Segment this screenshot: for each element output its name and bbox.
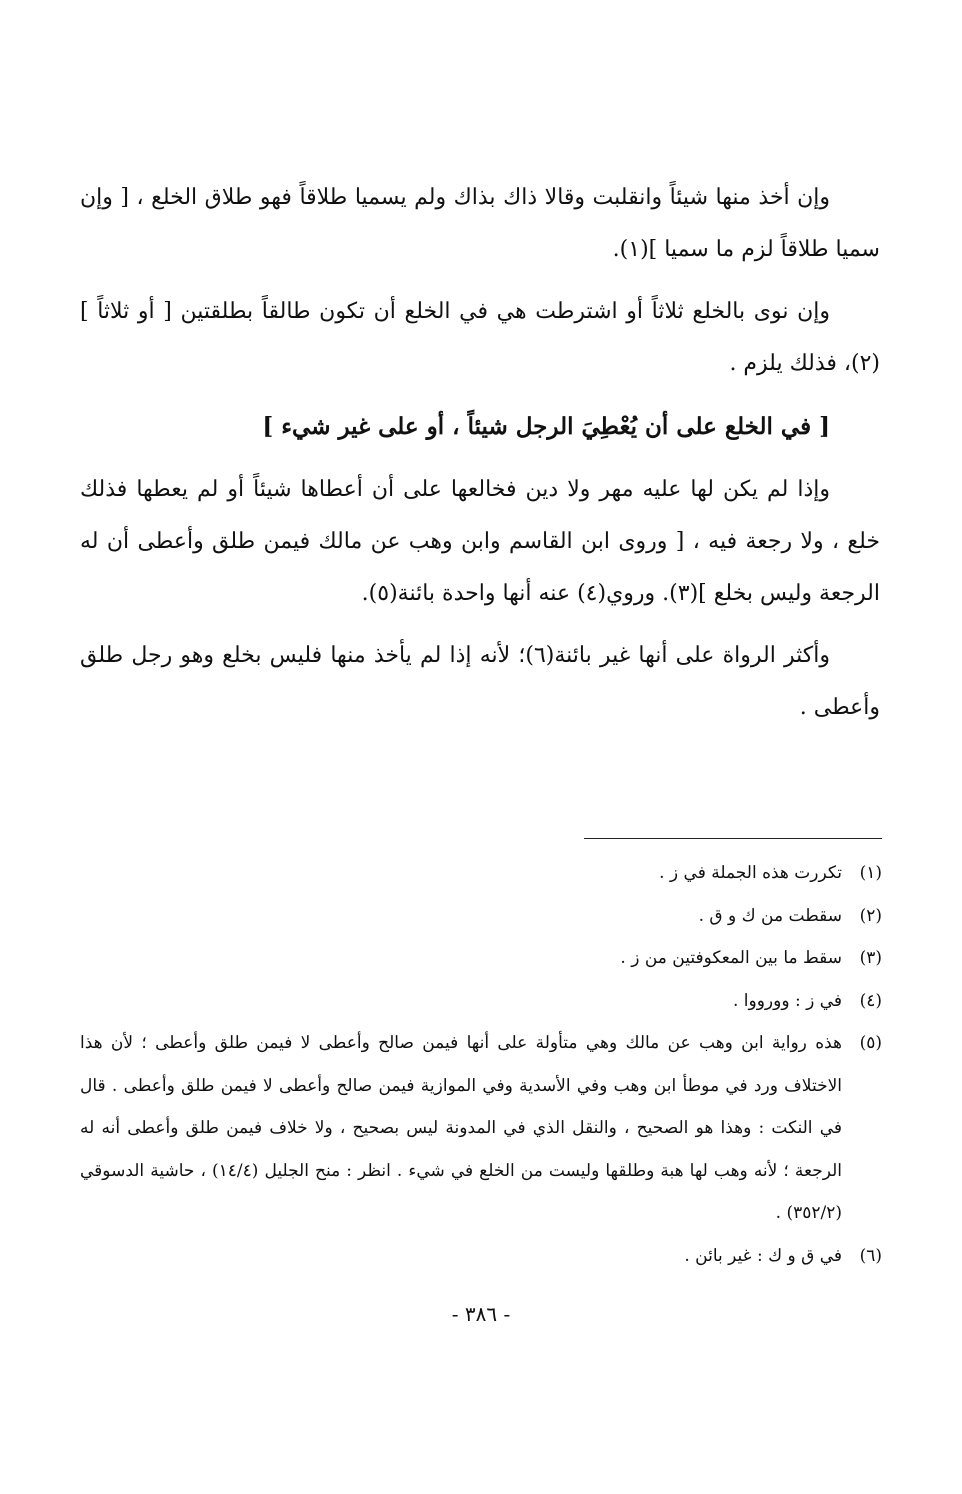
paragraph-4: وأكثر الرواة على أنها غير بائنة(٦)؛ لأنه إذا لم يأخذ منها فليس بخلع وهو رجل طلق وأعطى . bbox=[80, 643, 880, 720]
footnote-2 bbox=[80, 895, 882, 938]
main-text bbox=[80, 172, 880, 744]
footnote-number: (٢) bbox=[859, 905, 882, 926]
paragraph-3: وإذا لم يكن لها عليه مهر ولا دين فخالعها على أن أعطاها شيئاً أو لم يعطها فذلك خلع ، ولا رجعة فيه ، [ وروى ابن القاسم وابن وهب عن مالك فيمن طلق وأعطى أن له الرجعة وليس بخلع ](٣). وروي(٤) عنه أنها واحدة بائنة(٥). bbox=[80, 477, 880, 606]
footnote-number: (١) bbox=[859, 863, 882, 883]
footnote-text: في ق و ك : غير بائن . bbox=[684, 1245, 842, 1266]
footnote-text: في ز : وورووا . bbox=[732, 990, 842, 1011]
paragraph-2: وإن نوى بالخلع ثلاثاً أو اشترطت هي في الخلع أن تكون طالقاً بطلقتين [ أو ثلاثاً ](٢)، فذلك يلزم . bbox=[80, 299, 880, 376]
footnote-3 bbox=[80, 937, 882, 980]
footnote-1 bbox=[80, 852, 882, 895]
footnote-text: هذه رواية ابن وهب عن مالك وهي متأولة على أنها فيمن صالح وأعطى لا فيمن طلق وأعطى ؛ لأن هذا الاختلاف ورد في موطأ ابن وهب وفي الأسدية وفي الموازية فيمن صالح وأعطى لا فيمن طلق وأعطى . قال في النكت : وهذا هو الصحيح ، والنقل الذي في المدونة ليس بصحيح ، ولا خلاف فيمن طلق وأعطى أنه له الرجعة ؛ لأنه وهب لها هبة وطلقها وليست من الخلع في شيء . انظر : منح الجليل (١٤/٤) ، حاشية الدسوقي (٣٥٢/٢) . bbox=[80, 1033, 842, 1223]
footnote-4 bbox=[80, 980, 882, 1023]
footnote-text: سقطت من ك و ق . bbox=[698, 905, 842, 926]
section-heading: [ في الخلع على أن يُعْطِيَ الرجل شيئاً ، أو على غير شيء ] bbox=[262, 413, 830, 440]
page-number: - ٣٨٦ - bbox=[451, 1302, 511, 1326]
footnote-number: (٣) bbox=[859, 948, 882, 968]
footnote-number: (٦) bbox=[859, 1245, 882, 1266]
footnote-number: (٥) bbox=[859, 1033, 882, 1053]
footnote-text: سقط ما بين المعكوفتين من ز . bbox=[620, 948, 842, 968]
footnote-5 bbox=[80, 1022, 882, 1235]
footnote-6 bbox=[80, 1235, 882, 1278]
paragraph-1: وإن أخذ منها شيئاً وانقلبت وقالا ذاك بذاك ولم يسميا طلاقاً فهو طلاق الخلع ، [ وإن سميا طلاقاً لزم ما سميا ](١). bbox=[80, 185, 880, 262]
footnote-number: (٤) bbox=[859, 990, 882, 1011]
footnote-separator bbox=[584, 838, 882, 839]
footnotes bbox=[80, 852, 882, 1277]
footnote-text: تكررت هذه الجملة في ز . bbox=[659, 863, 842, 883]
